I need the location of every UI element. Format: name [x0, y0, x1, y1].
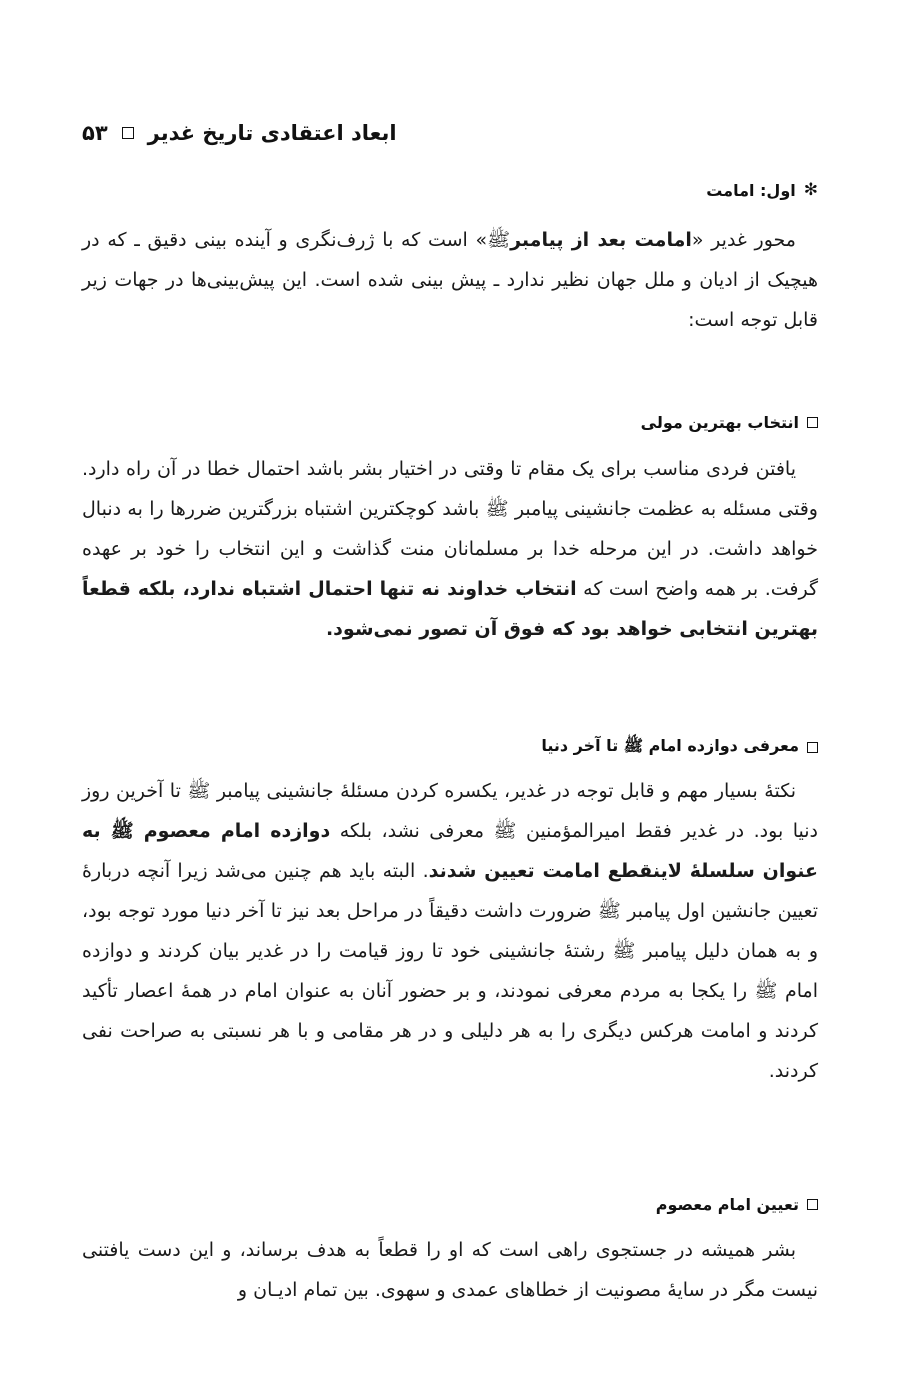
- square-separator-icon: [122, 127, 134, 139]
- section-heading-text: معرفی دوازده امام ﷺ تا آخر دنیا: [541, 736, 799, 755]
- paragraph: [82, 1230, 818, 1310]
- paragraph-text: بشر همیشه در جستجوی راهی است که او را قطعاً به هدف برساند، و این دست یافتنی نیست مگر در سایهٔ مصونیت از خطاهای عمدی و سهوی. بین تمام ادیـان و: [82, 1239, 818, 1301]
- section-heading-text: تعیین امام معصوم: [655, 1195, 799, 1214]
- square-bullet-icon: [807, 1199, 818, 1210]
- header-title: ابعاد اعتقادی تاریخ غدیر: [147, 121, 397, 145]
- paragraph-bold-text: امامت بعد از پیامبر: [510, 229, 692, 251]
- section-heading-best-choice: [641, 413, 818, 432]
- paragraph: [82, 220, 818, 340]
- paragraph-bold-text: انتخاب خداوند نه تنها احتمال اشتباه ندارد، بلکه قطعاً بهترین انتخابی خواهد بود که فوق آن تصور نمی‌شود.: [82, 578, 818, 640]
- paragraph-bold-text: دوازده امام معصوم ﷺ به عنوان سلسلهٔ لاینقطع امامت تعیین شدند: [82, 820, 818, 882]
- section-heading-text: انتخاب بهترین مولی: [640, 413, 799, 432]
- paragraph-text: محور غدیر «: [691, 229, 796, 251]
- section-heading-imamate: [706, 180, 818, 200]
- book-page: [82, 0, 818, 1393]
- square-bullet-icon: [807, 742, 818, 753]
- paragraph: [82, 449, 818, 649]
- paragraph: [82, 771, 818, 1091]
- paragraph-text: یافتن فردی مناسب برای یک مقام تا وقتی در اختیار بشر باشد احتمال خطا در آن راه دارد. وقتی مسئله به عظمت جانشینی پیامبر ﷺ باشد کوچکترین اشتباه بزرگترین ضررها را به دنبال خواهد داشت. در این مرحله خدا بر مسلمانان منت گذاشت و این انتخاب را خود بر عهده گرفت. بر همه واضح است که: [82, 458, 818, 600]
- page-number: ۵۳: [82, 121, 108, 145]
- section-heading-twelve-imams: [541, 736, 818, 759]
- square-bullet-icon: [807, 417, 818, 428]
- asterisk-icon: ✻: [803, 180, 818, 200]
- paragraph-text: نکتهٔ بسیار مهم و قابل توجه در غدیر، یکسره کردن مسئلهٔ جانشینی پیامبر ﷺ تا آخرین روز دنیا بود. در غدیر فقط امیرالمؤمنین ﷺ معرفی نشد، بلکه: [82, 780, 818, 842]
- paragraph-text: . البته باید هم چنین می‌شد زیرا آنچه دربارهٔ تعیین جانشین اول پیامبر ﷺ ضرورت داشت دقیقاً در مراحل بعد نیز تا آخر دنیا مورد توجه بود، و به همان دلیل پیامبر ﷺ رشتهٔ جانشینی خود تا روز قیامت را در غدیر بیان کردند و دوازده امام ﷺ را یکجا به مردم معرفی نمودند، و بر حضور آنان به عنوان امام در همهٔ اعصار تأکید کردند و امامت هرکس دیگری را به هر دلیلی و در هر مقامی و با هر نسبتی به صراحت نفی کردند.: [82, 860, 818, 1082]
- running-header: [82, 116, 818, 150]
- section-heading-text: اول: امامت: [706, 180, 796, 200]
- section-heading-infallible-imam: [656, 1195, 818, 1214]
- paragraph-text: ﷺ» است که با ژرف‌نگری و آینده بینی دقیق ـ که در هیچیک از ادیان و ملل جهان نظیر ندارد ـ پیش بینی شده است. این پیش‌بینی‌ها در جهات زیر قابل توجه است:: [82, 229, 818, 331]
